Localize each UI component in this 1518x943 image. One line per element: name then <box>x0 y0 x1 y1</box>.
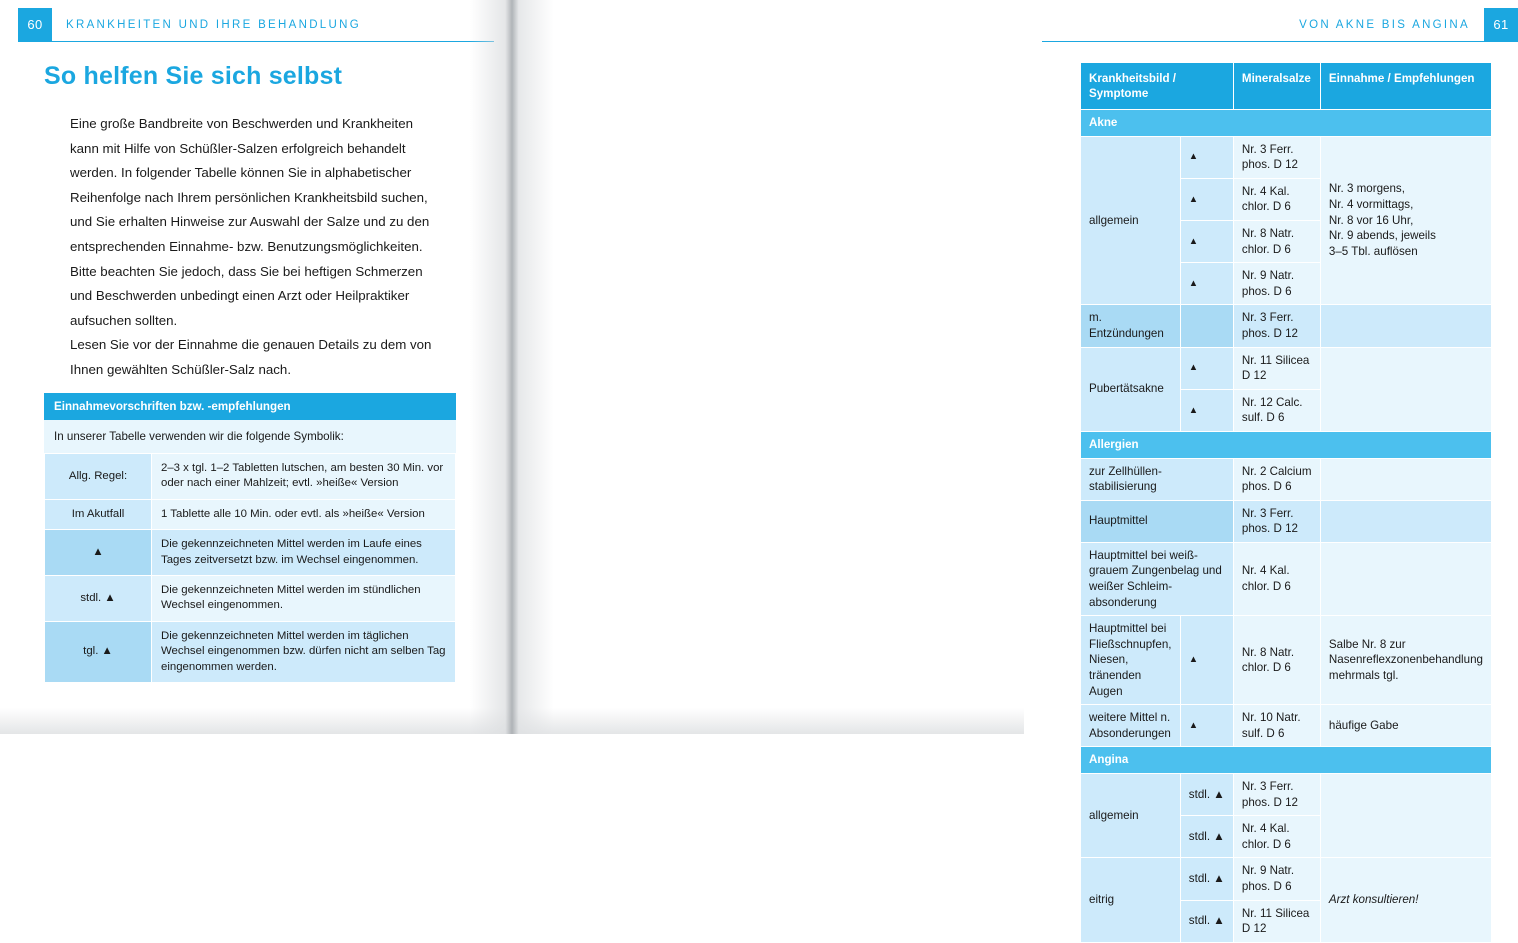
table-row <box>1081 500 1492 542</box>
salt-cell: Nr. 4 Kal. chlor. D 6 <box>1233 542 1320 615</box>
symbol-value: 1 Tablette alle 10 Min. oder evtl. als »heiße« Version <box>152 499 456 529</box>
column-header-minerals: Mineralsalze <box>1233 63 1320 110</box>
left-page-header <box>18 8 494 41</box>
symbol-key: stdl. ▲ <box>45 576 152 622</box>
page-title: So helfen Sie sich selbst <box>44 62 343 90</box>
mark-cell: ▲ <box>1180 263 1233 305</box>
remedy-table-head <box>1081 63 1492 110</box>
symbol-key: Im Akutfall <box>45 499 152 529</box>
symbol-key: Allg. Regel: <box>45 454 152 500</box>
salt-cell: Nr. 3 Ferr. phos. D 12 <box>1233 774 1320 816</box>
symbol-value: 2–3 x tgl. 1–2 Tabletten lutschen, am besten 30 Min. vor oder nach einer Mahlzeit; evtl. »heiße« Version <box>152 454 456 500</box>
left-page <box>0 0 512 734</box>
paragraph-3: Lesen Sie vor der Einnahme die genauen Details zu dem von Ihnen gewählten Schüßler-Salz nach. <box>70 337 432 377</box>
note-cell <box>1320 542 1491 615</box>
section-title: Allergien <box>1081 431 1492 458</box>
symptom-cell: Hauptmittel bei Fließschnupfen, Niesen, tränenden Augen <box>1081 616 1181 705</box>
table-row <box>45 499 456 529</box>
symptom-cell: allgemein <box>1081 774 1181 858</box>
mark-cell: ▲ <box>1180 347 1233 389</box>
table-row <box>1081 705 1492 747</box>
section-title: Angina <box>1081 747 1492 774</box>
mark-cell: ▲ <box>1180 220 1233 262</box>
symptom-cell: weitere Mittel n. Absonderungen <box>1081 705 1181 747</box>
note-cell: Salbe Nr. 8 zur Nasenreflexzonenbehandlung mehrmals tgl. <box>1320 616 1491 705</box>
salt-cell: Nr. 10 Natr. sulf. D 6 <box>1233 705 1320 747</box>
symptom-cell: zur Zellhüllen-stabilisierung <box>1081 458 1234 500</box>
salt-cell: Nr. 3 Ferr. phos. D 12 <box>1233 305 1320 347</box>
mark-cell: stdl. ▲ <box>1180 816 1233 858</box>
salt-cell: Nr. 8 Natr. chlor. D 6 <box>1233 616 1320 705</box>
table-row <box>1081 616 1492 705</box>
note-cell <box>1320 500 1491 542</box>
salt-cell: Nr. 11 Silicea D 12 <box>1233 347 1320 389</box>
note-cell <box>1320 774 1491 858</box>
section-header-row <box>1081 747 1492 774</box>
symptom-cell: Hauptmittel <box>1081 500 1234 542</box>
note-cell <box>1320 305 1491 347</box>
mark-cell: ▲ <box>1180 705 1233 747</box>
salt-cell: Nr. 4 Kal. chlor. D 6 <box>1233 178 1320 220</box>
salt-cell: Nr. 3 Ferr. phos. D 12 <box>1233 136 1320 178</box>
symptom-cell: m. Entzündungen <box>1081 305 1181 347</box>
folio-left: 60 <box>18 8 52 41</box>
salt-cell: Nr. 9 Natr. phos. D 6 <box>1233 858 1320 900</box>
right-page-header <box>1042 8 1518 41</box>
mark-cell: ▲ <box>1180 389 1233 431</box>
mark-cell: stdl. ▲ <box>1180 858 1233 900</box>
mark-cell: stdl. ▲ <box>1180 774 1233 816</box>
running-head-left: KRANKHEITEN UND IHRE BEHANDLUNG <box>66 18 361 31</box>
infobox-intro: In unserer Tabelle verwenden wir die folgende Symbolik: <box>44 420 456 453</box>
symptom-cell: Pubertätsakne <box>1081 347 1181 431</box>
salt-cell: Nr. 9 Natr. phos. D 6 <box>1233 263 1320 305</box>
table-row <box>1081 347 1492 389</box>
symptom-cell: Hauptmittel bei weiß-grauem Zungenbelag und weißer Schleim-absonderung <box>1081 542 1234 615</box>
remedy-table-body <box>1081 110 1492 943</box>
section-header-row <box>1081 431 1492 458</box>
table-row <box>1081 542 1492 615</box>
symbol-value: Die gekennzeichneten Mittel werden im Laufe eines Tages zeitversetzt bzw. im Wechsel eingenommen. <box>152 530 456 576</box>
table-row <box>45 576 456 622</box>
salt-cell: Nr. 2 Calcium phos. D 6 <box>1233 458 1320 500</box>
symbol-value: Die gekennzeichneten Mittel werden im stündlichen Wechsel eingenommen. <box>152 576 456 622</box>
table-header-row <box>1081 63 1492 110</box>
salt-cell: Nr. 4 Kal. chlor. D 6 <box>1233 816 1320 858</box>
note-cell: häufige Gabe <box>1320 705 1491 747</box>
column-header-intake: Einnahme / Empfehlungen <box>1320 63 1491 110</box>
salt-cell: Nr. 12 Calc. sulf. D 6 <box>1233 389 1320 431</box>
symptom-cell: eitrig <box>1081 858 1181 942</box>
section-header-row <box>1081 110 1492 137</box>
symbol-table <box>44 453 456 683</box>
running-head-right: VON AKNE BIS ANGINA <box>1299 18 1470 31</box>
paragraph-1: Eine große Bandbreite von Beschwerden und Krankheiten kann mit Hilfe von Schüßler-Salzen erfolgreich behandelt werden. In folgender Tabelle können Sie in alphabetischer Reihenfolge nach Ihrem persönlichen Krankheitsbild suchen, und Sie erhalten Hinweise zur Auswahl der Salze und zu den entsprechenden Einnahme- bzw. Benutzungsmöglichkeiten. <box>70 116 430 254</box>
symbol-value: Die gekennzeichneten Mittel werden im täglichen Wechsel eingenommen bzw. dürfen nicht am selben Tag eingenommen werden. <box>152 621 456 682</box>
paragraph-2: Bitte beachten Sie jedoch, dass Sie bei heftigen Schmerzen und Beschwerden unbedingt einen Arzt oder Heilpraktiker aufsuchen sollten. <box>70 263 423 328</box>
body-copy <box>70 112 442 383</box>
infobox-title: Einnahmevorschriften bzw. -empfehlungen <box>44 393 456 420</box>
note-cell <box>1320 347 1491 431</box>
table-row <box>1081 136 1492 178</box>
symbol-key: tgl. ▲ <box>45 621 152 682</box>
infobox <box>44 393 456 683</box>
table-row <box>1081 305 1492 347</box>
remedy-table <box>1080 62 1492 943</box>
symptom-cell: allgemein <box>1081 136 1181 305</box>
mark-cell: stdl. ▲ <box>1180 900 1233 942</box>
note-cell <box>1320 458 1491 500</box>
table-row <box>45 530 456 576</box>
mark-cell: ▲ <box>1180 136 1233 178</box>
table-row <box>1081 774 1492 816</box>
table-row <box>1081 858 1492 900</box>
note-cell: Arzt konsultieren! <box>1320 858 1491 942</box>
note-cell: Nr. 3 morgens, Nr. 4 vormittags, Nr. 8 vor 16 Uhr, Nr. 9 abends, jeweils 3–5 Tbl. auflösen <box>1320 136 1491 305</box>
folio-right: 61 <box>1484 8 1518 41</box>
symbol-key: ▲ <box>45 530 152 576</box>
mark-cell: ▲ <box>1180 178 1233 220</box>
salt-cell: Nr. 3 Ferr. phos. D 12 <box>1233 500 1320 542</box>
salt-cell: Nr. 8 Natr. chlor. D 6 <box>1233 220 1320 262</box>
mark-cell <box>1180 305 1233 347</box>
header-rule-right <box>1042 41 1518 42</box>
table-row <box>1081 458 1492 500</box>
right-page <box>512 0 1509 936</box>
column-header-symptom: Krankheitsbild / Symptome <box>1081 63 1234 110</box>
mark-cell: ▲ <box>1180 616 1233 705</box>
header-rule-left <box>18 41 494 42</box>
table-row <box>45 454 456 500</box>
table-row <box>45 621 456 682</box>
section-title: Akne <box>1081 110 1492 137</box>
salt-cell: Nr. 11 Silicea D 12 <box>1233 900 1320 942</box>
